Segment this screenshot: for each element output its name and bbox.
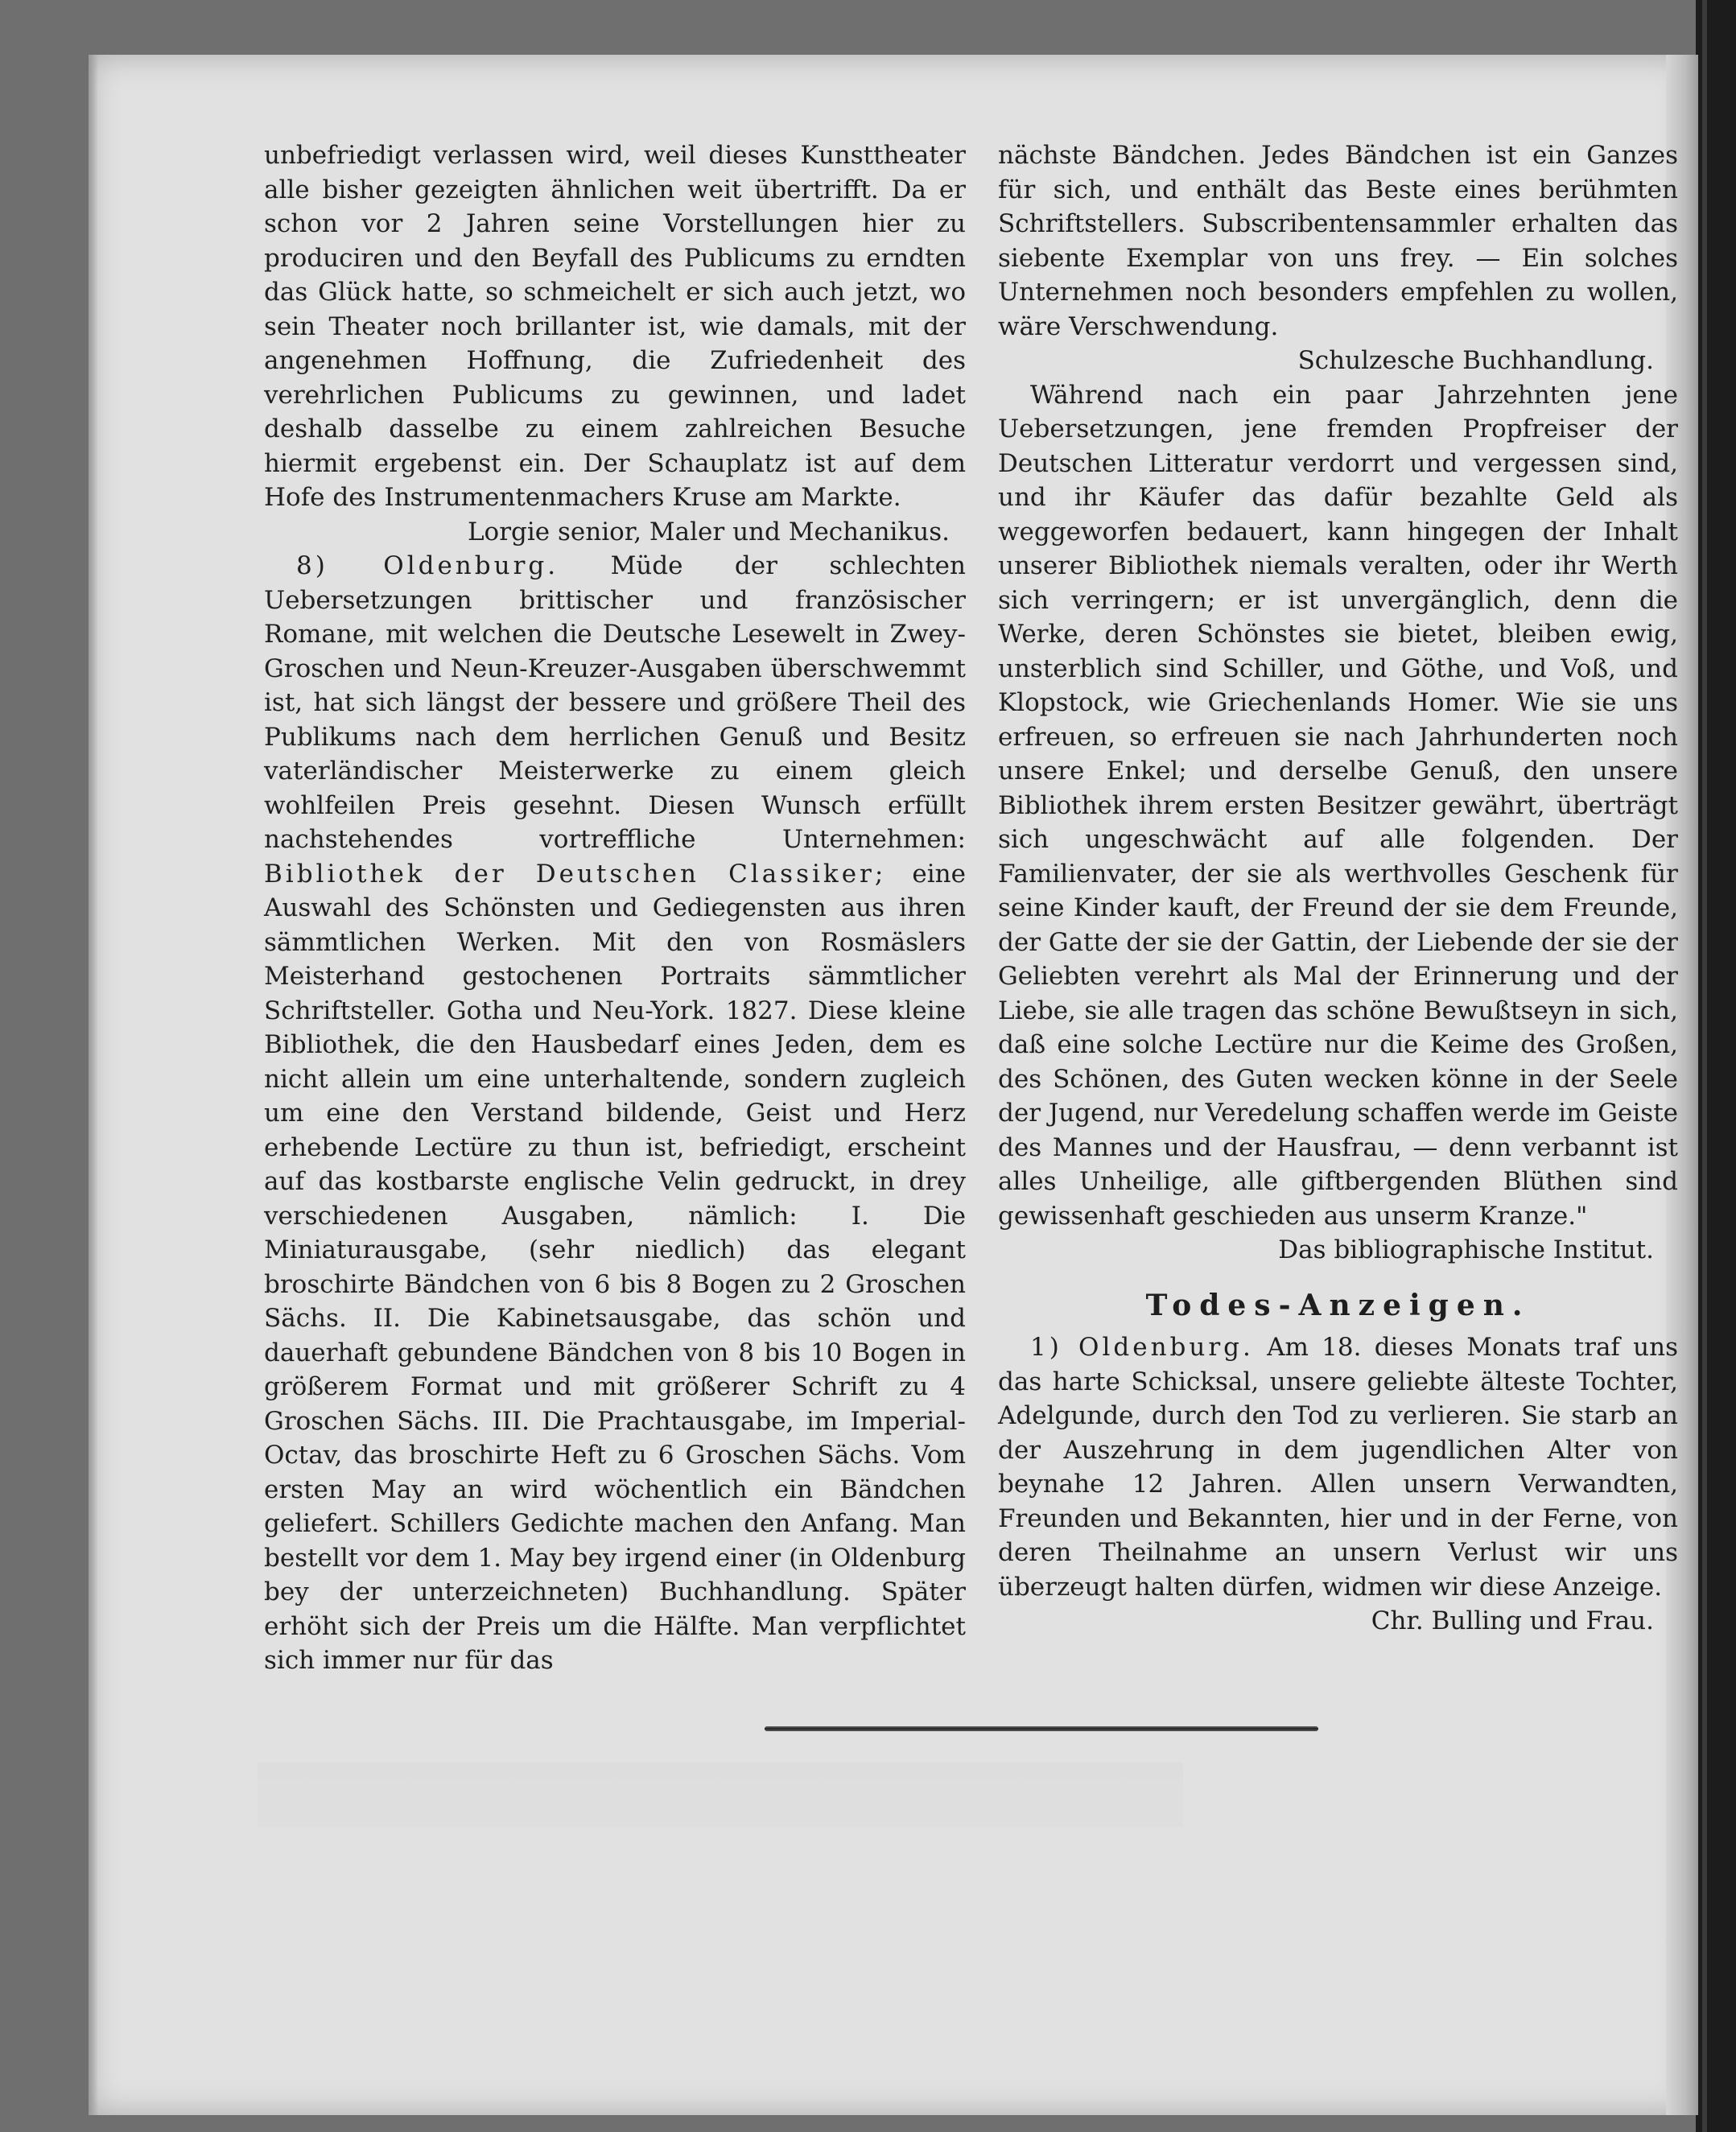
paragraph-bibliothek-rest: eine Auswahl des Schönsten und Gediegensten aus ihren sämmtlichen Werken. Mit den von Rosmäslers Meisterhand gestochenen Portraits sämmtlicher Schriftsteller. Gotha und Neu-York. 1827. Diese kleine Bibliothek, die den Hausbedarf eines Jeden, dem es nicht allein um eine unterhaltende, sondern zugleich um eine den Verstand bildende, Geist und Herz erhebende Lectüre zu thun ist, befriedigt, erscheint auf das kostbarste englische Velin gedruckt, in drey verschiedenen Ausgaben, nämlich: I. Die Miniaturausgabe, (sehr niedlich) das elegant broschirte Bändchen von 6 bis 8 Bogen zu 2 Groschen Sächs. II. Die Kabinetsausgabe, das schön und dauerhaft gebundene Bändchen von 8 bis 10 Bogen in größerem Format und mit größerer Schrift zu 4 Groschen Sächs. III. Die Prachtausgabe, im Imperial-Octav, das broschirte Heft zu 6 Groschen Sächs. Vom ersten May an wird wöchentlich ein Bändchen geliefert. Schillers Gedichte machen den Anfang. Man bestellt vor dem 1. May bey irgend einer (in Oldenburg bey der unterzeichneten) Buchhandlung. Später erhöht sich der Preis um die Hälfte. Man verpflichtet sich immer nur für das bbox=[264, 859, 966, 1675]
right-column bbox=[998, 138, 1678, 1639]
signature-schulzesche: Schulzesche Buchhandlung. bbox=[1297, 346, 1654, 375]
place-oldenburg-2: 1) Oldenburg. bbox=[1030, 1333, 1254, 1362]
scanner-background-strip bbox=[1696, 0, 1736, 2132]
paragraph-todesanzeige bbox=[998, 1330, 1678, 1604]
page-shadow bbox=[89, 55, 98, 2115]
next-page-edge bbox=[1702, 0, 1707, 2132]
paragraph-bibliothek-text: Müde der schlechten Uebersetzungen brittischer und französischer Romane, mit welchen die Deutsche Lesewelt in Zwey-Groschen und Neun-Kreuzer-Ausgaben überschwemmt ist, hat sich längst der bessere und größere Theil des Publikums nach dem herrlichen Genuß und Besitz vaterländischer Meisterwerke zu einem gleich wohlfeilen Preis gesehnt. Diesen Wunsch erfüllt nachstehendes vortreffliche Unternehmen: bbox=[264, 551, 966, 854]
paragraph-bibliothek bbox=[264, 549, 966, 1678]
book-title: Bibliothek der Deutschen Classiker; bbox=[264, 859, 887, 889]
paragraph-continuation: nächste Bändchen. Jedes Bändchen ist ein Ganzes für sich, und enthält das Beste eines berühmten Schriftstellers. Subscribentensammler erhalten das siebente Exemplar von uns frey. — Ein solches Unternehmen noch besonders empfehlen zu wollen, wäre Verschwendung. bbox=[998, 141, 1678, 341]
section-heading-todes-anzeigen: Todes-Anzeigen. bbox=[1145, 1288, 1531, 1322]
left-column bbox=[264, 138, 966, 1678]
paragraph-uebersetzungen: Während nach ein paar Jahrzehnten jene Uebersetzungen, jene fremden Propfreiser der Deutschen Litteratur verdorrt und vergessen sind, und ihr Käufer das dafür bezahlte Geld als weggeworfen bedauert, kann hingegen der Inhalt unserer Bibliothek niemals veralten, oder ihr Werth sich verringern; er ist unvergänglich, denn die Werke, deren Schönstes sie bietet, bleiben ewig, unsterblich sind Schiller, und Göthe, und Voß, und Klopstock, wie Griechenlands Homer. Wie sie uns erfreuen, so erfreuen sie nach Jahrhunderten noch unsere Enkel; und derselbe Genuß, den unsere Bibliothek ihrem ersten Besitzer gewährt, überträgt sich ungeschwächt auf alle folgenden. Der Familienvater, der sie als werthvolles Geschenk für seine Kinder kauft, der Freund der sie dem Freunde, der Gatte der sie der Gattin, der Liebende der sie der Geliebten verehrt als Mal der Erinnerung und der Liebe, sie alle tragen das schöne Bewußtseyn in sich, daß eine solche Lectüre nur die Keime des Großen, des Schönen, des Guten wecken könne in der Seele der Jugend, nur Veredelung schaffen werde im Geiste des Mannes und der Hausfrau, — denn verbannt ist alles Unheilige, alle giftbergenden Blüthen sind gewissenhaft geschieden aus unserm Kranze." bbox=[998, 380, 1678, 1231]
signature-institut: Das bibliographische Institut. bbox=[1278, 1235, 1654, 1264]
closing-rule bbox=[765, 1726, 1318, 1731]
place-oldenburg: 8) Oldenburg. bbox=[296, 551, 559, 580]
bleed-through-shadow bbox=[258, 1763, 1183, 1827]
signature-lorgie: Lorgie senior, Maler und Mechanikus. bbox=[467, 517, 950, 546]
signature-bulling: Chr. Bulling und Frau. bbox=[1371, 1606, 1654, 1635]
paragraph-theater: unbefriedigt verlassen wird, weil dieses Kunsttheater alle bisher gezeigten ähnlichen weit übertrifft. Da er schon vor 2 Jahren seine Vorstellungen hier zu produciren und den Beyfall des Publicums zu erndten das Glück hatte, so schmeichelt er sich auch jetzt, wo sein Theater noch brillanter ist, wie damals, mit der angenehmen Hoffnung, die Zufriedenheit des verehrlichen Publicums zu gewinnen, und ladet deshalb dasselbe zu einem zahlreichen Besuche hiermit ergebenst ein. Der Schauplatz ist auf dem Hofe des Instrumentenmachers Kruse am Markte. bbox=[264, 141, 966, 512]
paragraph-todesanzeige-text: Am 18. dieses Monats traf uns das harte Schicksal, unsere geliebte älteste Tochter, Adelgunde, durch den Tod zu verlieren. Sie starb an der Auszehrung in dem jugendlichen Alter von beynahe 12 Jahren. Allen unsern Verwandten, Freunden und Bekannten, hier und in der Ferne, von deren Theilnahme an unsern Verlust wir uns überzeugt halten dürfen, widmen wir diese Anzeige. bbox=[998, 1333, 1678, 1602]
